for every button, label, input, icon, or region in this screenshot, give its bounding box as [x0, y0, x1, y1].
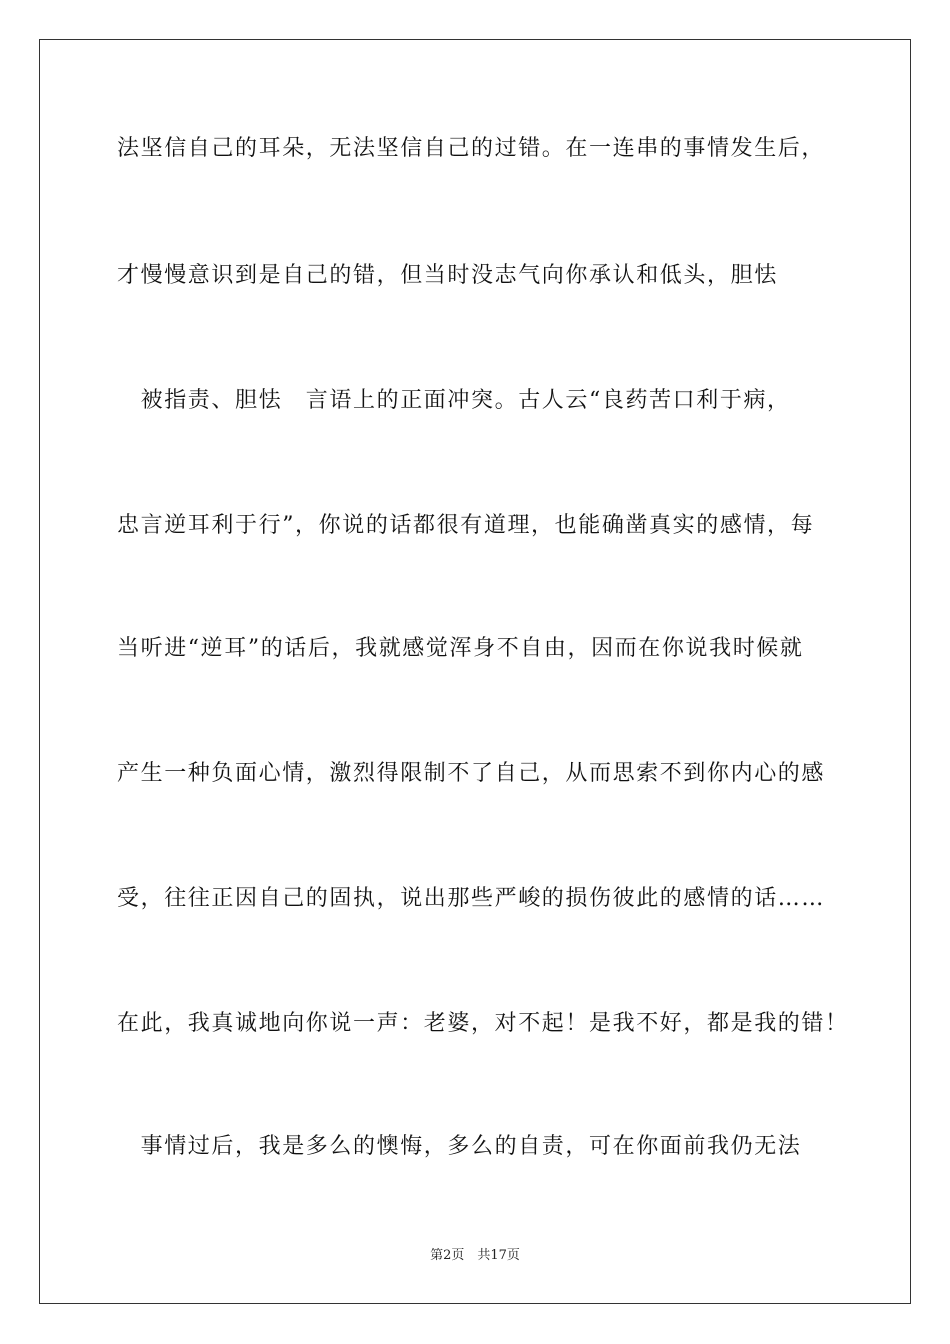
body-text-line: 产生一种负面心情，激烈得限制不了自己，从而思索不到你内心的感: [117, 761, 826, 786]
page-number-footer: 第2页 共17页: [430, 1248, 520, 1263]
body-text-line: 受，往往正因自己的固执，说出那些严峻的损伤彼此的感情的话……: [117, 886, 826, 911]
body-text-line: 被指责、胆怯 言语上的正面冲突。古人云“良药苦口利于病，: [117, 388, 791, 413]
body-text-line: 法坚信自己的耳朵，无法坚信自己的过错。在一连串的事情发生后，: [117, 136, 826, 161]
page-border: [39, 39, 911, 1304]
body-text-line: 当听进“逆耳”的话后，我就感觉浑身不自由，因而在你说我时候就: [117, 636, 804, 661]
body-text-line: 忠言逆耳利于行”，你说的话都很有道理，也能确凿真实的感情，每: [117, 513, 815, 538]
body-text-line: 在此，我真诚地向你说一声：老婆，对不起！是我不好，都是我的错！: [117, 1011, 849, 1036]
body-text-line: 才慢慢意识到是自己的错，但当时没志气向你承认和低头，胆怯: [117, 263, 778, 288]
body-text-line: 事情过后，我是多么的懊悔，多么的自责，可在你面前我仍无法: [117, 1134, 802, 1159]
